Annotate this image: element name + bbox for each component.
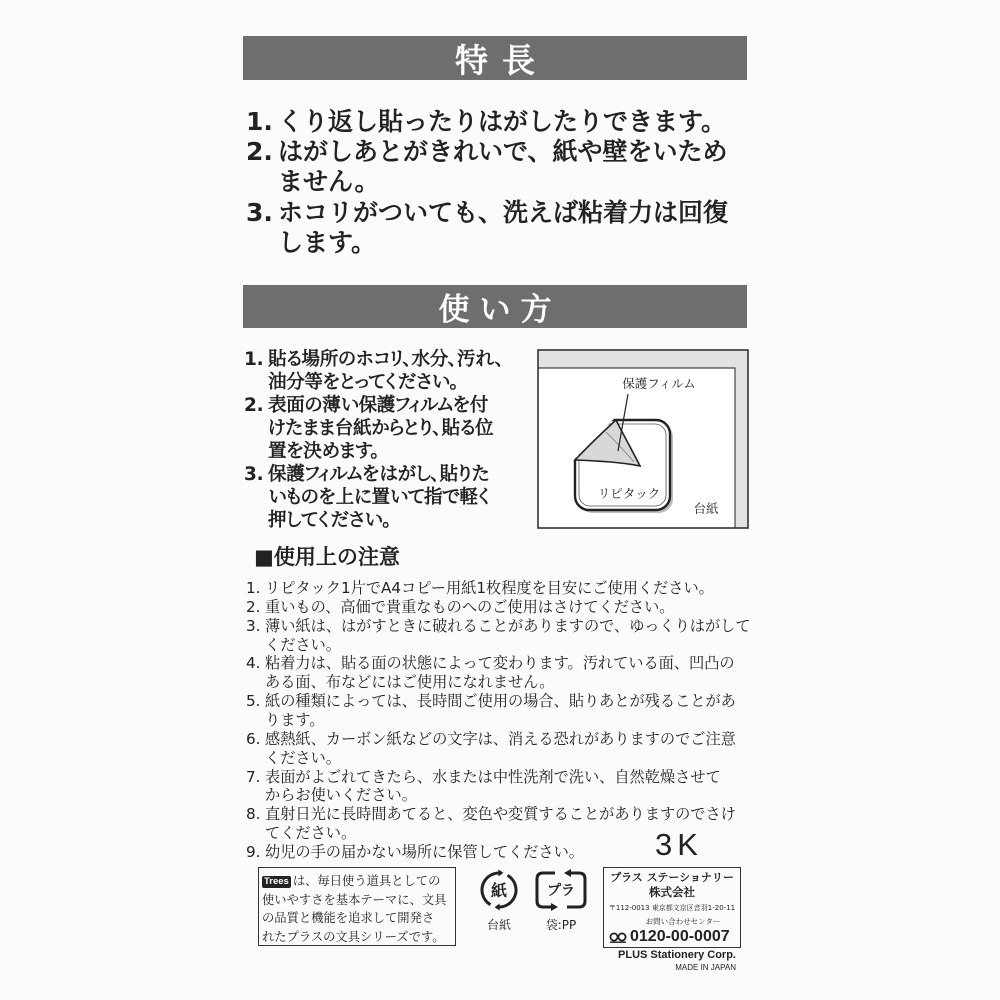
- item-line: 直射日光に長時間あてると、変色や変質することがありますのでさけ: [265, 805, 736, 824]
- item-line: リピタック1片でA4コピー用紙1枚程度を目安にご使用ください。: [265, 579, 714, 597]
- item-text: [278, 107, 726, 137]
- trees-line-4: れたプラスの文具シリーズです。: [262, 929, 445, 944]
- plastic-recycle-icon: [533, 868, 589, 912]
- usage-heading-bar: [243, 285, 747, 328]
- item-text: [265, 617, 751, 655]
- trees-text: は、毎日使う道具としての: [292, 874, 441, 888]
- lot-code: 3K: [655, 827, 703, 862]
- item-text: [265, 730, 736, 768]
- free-dial-icon: [609, 932, 627, 943]
- arrowhead: [564, 869, 571, 877]
- phone-number: 0120-00-0007: [630, 928, 730, 945]
- features-item-2: [246, 137, 728, 197]
- usage-diagram: [536, 348, 750, 530]
- cautions-list: [246, 579, 751, 862]
- item-number: 8.: [246, 805, 261, 824]
- item-line: 保護フィルムをはがし、貼りた: [268, 464, 490, 485]
- features-heading: 特長: [455, 40, 549, 80]
- item-line: 貼る場所のホコリ、水分、汚れ、: [268, 349, 504, 370]
- item-number: 2.: [246, 137, 273, 167]
- item-text: [268, 394, 493, 463]
- item-text: [265, 692, 736, 730]
- item-number: 7.: [246, 767, 261, 786]
- item-line: ります。: [265, 711, 325, 730]
- usage-item-1: [244, 348, 504, 394]
- item-line: します。: [278, 227, 377, 257]
- item-line: からお使いください。: [265, 786, 417, 805]
- company-type: 株式会社: [649, 885, 695, 899]
- item-number: 6.: [246, 729, 261, 748]
- item-text: [265, 598, 674, 617]
- cautions-heading: ■使用上の注意: [254, 545, 400, 569]
- item-text: [278, 198, 728, 258]
- company-english-name: PLUS Stationery Corp.: [618, 949, 736, 961]
- item-number: 3.: [246, 197, 273, 227]
- item-text: [265, 768, 721, 806]
- caution-item-3: [246, 617, 751, 655]
- contact-center-label: お問い合わせセンター: [645, 917, 721, 926]
- trees-line-2: 使いやすさを基本テーマに、文具: [262, 892, 447, 907]
- company-info-box: [603, 867, 741, 948]
- caution-item-7: [246, 768, 751, 806]
- item-line: 押してください。: [268, 510, 392, 531]
- company-address: 〒112-0013 東京都文京区音羽1-20-11: [608, 904, 736, 912]
- item-number: 5.: [246, 692, 261, 711]
- item-text: [268, 463, 491, 532]
- item-text: [268, 348, 504, 394]
- free-dial-ring: [610, 933, 617, 940]
- item-line: 置を決めます。: [268, 441, 380, 462]
- item-line: ください。: [265, 635, 341, 654]
- item-line: 粘着力は、貼る面の状態によって変わります。汚れている面、凹凸の: [265, 654, 735, 673]
- item-text: [265, 579, 714, 598]
- item-line: 薄い紙は、はがすときに破れることがありますので、ゆっくりはがして: [265, 616, 751, 635]
- item-line: 油分等をとってください。: [268, 372, 459, 393]
- item-line: 紙の種類によっては、長時間ご使用の場合、貼りあとが残ることがあ: [265, 692, 736, 711]
- usage-item-2: [244, 394, 504, 463]
- caution-item-2: [246, 598, 751, 617]
- item-number: 2.: [246, 597, 261, 616]
- item-line: 重いもの、高価で貴重なものへのご使用はさけてください。: [265, 597, 675, 616]
- item-number: 4.: [246, 654, 261, 673]
- item-number: 1.: [244, 349, 264, 370]
- usage-list: [244, 348, 504, 532]
- item-line: いものを上に置いて指で軽く: [268, 487, 491, 508]
- features-item-3: [246, 198, 728, 258]
- paper-recycle-label: 台紙: [486, 918, 511, 932]
- item-line: けたまま台紙からとり、貼る位: [268, 418, 494, 439]
- item-line: ホコリがついても、洗えば粘着力は回復: [278, 197, 729, 227]
- features-heading-bar: [243, 36, 747, 80]
- trees-description-box: [258, 867, 456, 946]
- sheet-label: 台紙: [693, 501, 719, 516]
- trees-line-3: の品質と機能を追求して開発さ: [262, 911, 435, 925]
- paper-recycle-icon: [477, 868, 521, 912]
- trees-line-1: [262, 872, 455, 891]
- usage-heading: 使い方: [438, 292, 562, 328]
- item-line: ある面、布などにはご使用になれません。: [265, 673, 555, 692]
- usage-item-3: [244, 463, 504, 532]
- item-line: ください。: [265, 748, 341, 767]
- arrowhead: [551, 903, 558, 911]
- film-label: 保護フィルム: [622, 376, 696, 391]
- item-line: はがしあとがきれいで、紙や壁をいため: [278, 137, 728, 167]
- repitack-label: リピタック: [597, 486, 661, 501]
- trees-logo-badge: Trees: [264, 876, 289, 887]
- free-dial-ring: [618, 933, 625, 940]
- item-number: 3.: [246, 616, 261, 635]
- item-line: 感熱紙、カーボン紙などの文字は、消える恐れがありますのでご注意: [265, 729, 736, 748]
- country-of-origin: MADE IN JAPAN: [675, 963, 736, 972]
- item-text: [265, 654, 735, 692]
- paper-mark-text: 紙: [490, 881, 508, 900]
- item-text: [265, 843, 584, 862]
- arrowhead: [498, 870, 503, 877]
- item-number: 1.: [246, 107, 273, 136]
- item-text: [278, 137, 728, 197]
- plastic-recycle-label: 袋:PP: [545, 918, 577, 932]
- plastic-mark-text: プラ: [547, 883, 575, 899]
- caution-item-4: [246, 654, 751, 692]
- arrowhead: [495, 904, 500, 911]
- caution-item-1: [246, 579, 751, 598]
- item-number: 2.: [244, 395, 264, 416]
- item-number: 1.: [246, 579, 261, 597]
- features-item-1: [246, 107, 728, 137]
- item-line: 表面がよごれてきたら、水または中性洗剤で洗い、自然乾燥させて: [265, 767, 721, 786]
- item-number: 9.: [246, 843, 261, 862]
- item-line: 表面の薄い保護フィルムを付: [268, 395, 489, 416]
- caution-item-6: [246, 730, 751, 768]
- item-line: てください。: [265, 824, 357, 843]
- item-number: 3.: [244, 464, 264, 485]
- features-list: [246, 107, 728, 258]
- phone-row: [604, 929, 740, 945]
- caution-item-5: [246, 692, 751, 730]
- item-line: ません。: [278, 167, 380, 197]
- item-line: 幼児の手の届かない場所に保管してください。: [265, 843, 584, 862]
- company-name: プラス ステーショナリー: [610, 871, 734, 884]
- item-line: くり返し貼ったりはがしたりできます。: [278, 107, 727, 136]
